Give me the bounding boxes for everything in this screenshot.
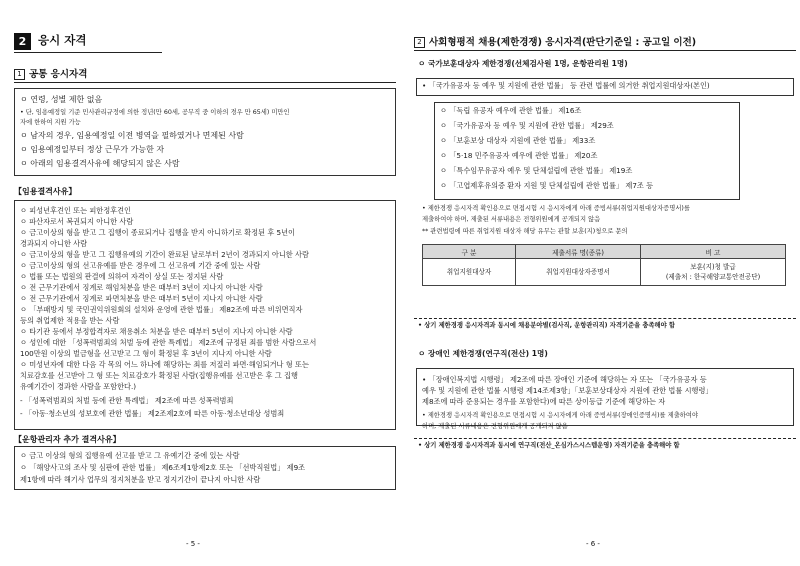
sub-number-box: 1: [14, 69, 25, 80]
list-item: 등의 취업제한 적용을 받는 사람: [20, 316, 120, 325]
law-item: ㅇ 「특수임무유공자 예우 및 단체설립에 관한 법률」 제19조: [440, 166, 633, 175]
section-divider: [414, 438, 796, 439]
disqualification-title: 【임용결격사유】: [14, 187, 77, 196]
section-title: 응시 자격: [38, 33, 87, 47]
list-item: ㅇ 금고이상의 형의 선고유예를 받은 경우에 그 선고유예 기간 중에 있는 사람: [20, 261, 261, 270]
list-item: 치료감호를 선고받아 그 형 또는 치료감호가 확정된 사람(집행유예를 선고받은 후 그 집행: [20, 371, 298, 380]
table-header-cell: 구 분: [423, 245, 516, 259]
list-item: ㅇ 미성년자에 대한 다음 각 목의 어느 하나에 해당하는 죄를 저질러 파면·해임되거나 형 또는: [20, 360, 309, 369]
list-item: - 「성폭력범죄의 처벌 등에 관한 특례법」 제2조에 따른 성폭력범죄: [20, 396, 234, 405]
list-item: ㅇ 금고이상의 형을 받고 그 집행유예의 기간이 완료된 날로부터 2년이 경과되지 아니한 사람: [20, 250, 309, 259]
note-line: • 제한경쟁 응시자격 확인용으로 면접시험 시 응시자에게 아래 증빙서류(취업지원대상자증명서)를: [422, 205, 690, 212]
list-item: ㅇ 금고이상의 형을 받고 그 집행이 종료되거나 집행을 받지 아니하기로 확정된 후 5년이: [20, 228, 296, 237]
list-item: 제1항에 따라 해기사 업무의 정지처분을 받고 정지기간이 끝나지 아니한 사람: [20, 475, 261, 484]
list-item: ㅇ 법률 또는 법원의 판결에 의하여 자격이 상실 또는 정지된 사람: [20, 272, 224, 281]
law-item: ㅇ 「국가유공자 등 예우 및 지원에 관한 법률」 제29조: [440, 121, 614, 130]
law-item: ㅇ 「고엽제후유의증 환자 지원 및 단체설립에 관한 법률」 제7조 등: [440, 181, 654, 190]
list-item: 100만원 이상의 벌금형을 선고받고 그 형이 확정된 후 3년이 지나지 아니한 사람: [20, 349, 272, 358]
disability-item: • 「장애인복지법 시행령」 제2조에 따른 장애인 기준에 해당하는 자 또는 「국가유공자 등: [422, 375, 707, 384]
heading-rule: [14, 82, 396, 83]
sub-number-box: 2: [414, 37, 425, 48]
table-cell: 취업지원대상자: [423, 259, 516, 286]
table-header-row: [423, 245, 786, 259]
page-6: [400, 0, 800, 566]
table-cell: [641, 259, 786, 286]
list-item: ㅇ 연령, 성별 제한 없음: [20, 95, 103, 104]
list-item: ㅇ 성인에 대한 「성폭력범죄의 처벌 등에 관한 특례법」 제2조에 규정된 죄를 범한 사람으로서: [20, 338, 317, 347]
list-item: ㅇ 「해양사고의 조사 및 심판에 관한 법률」 제6조제1항제2호 또는 「선박직원법」 제9조: [20, 463, 306, 472]
disability-note: 하며, 제출된 서류내용은 전형위원에게 공개되지 않음: [422, 423, 568, 430]
list-item: 유예기간이 경과한 사람을 포함한다.): [20, 382, 137, 391]
ship-disqualification-title: 【운항관리자 추가 결격사유】: [14, 435, 121, 444]
list-item: ㅇ 전 근무기관에서 징계로 파면처분을 받은 때부터 5년이 지나지 아니한 사람: [20, 294, 263, 303]
table-row: [423, 259, 786, 286]
list-item: 자에 한하여 지원 가능: [20, 119, 81, 126]
list-item: ㅇ 전 근무기관에서 징계로 해임처분을 받은 때부터 3년이 지나지 아니한 사람: [20, 283, 263, 292]
list-item: ㅇ 타기관 등에서 부정합격자로 채용취소 처분을 받은 때부터 5년이 지나지 아니한 사람: [20, 327, 293, 336]
list-item: ㅇ 파산자로서 복권되지 아니한 사람: [20, 217, 134, 226]
list-item: ㅇ 「부패방지 및 국민권익위원회의 설치와 운영에 관한 법률」 제82조에 따른 비위면직자: [20, 305, 303, 314]
section-divider: [414, 318, 796, 319]
list-item: 경과되지 아니한 사람: [20, 239, 88, 248]
list-item: ㅇ 금고 이상의 형의 집행유예 선고를 받고 그 유예기간 중에 있는 사람: [20, 451, 240, 460]
table-header-cell: 제출서류 명(종류): [516, 245, 641, 259]
veteran-note: • 「국가유공자 등 예우 및 지원에 관한 법률」 등 관련 법률에 의거한 취업지원대상자(본인): [422, 81, 710, 90]
veteran-heading: ㅇ 국가보훈대상자 제한경쟁(선체검사원 1명, 운항관리원 1명): [418, 59, 628, 68]
section-underline: [14, 52, 162, 53]
list-item: ㅇ 남자의 경우, 임용예정일 이전 병역을 필하였거나 면제된 사람: [20, 131, 244, 140]
list-item: ㅇ 피성년후견인 또는 피한정후견인: [20, 206, 132, 215]
common-qualification-heading: [14, 66, 87, 80]
remark-issuer: 보훈(지)청 발급: [690, 263, 736, 271]
list-item: - 「아동·청소년의 성보호에 관한 법률」 제2조제2호에 따른 아동·청소년대상 성범죄: [20, 409, 285, 418]
social-equity-heading: [414, 34, 696, 48]
section-number: 2: [14, 33, 31, 50]
disability-note: • 제한경쟁 응시자격 확인용으로 면접시험 시 응시자에게 아래 증빙서류(장애인증명서)를 제출하여야: [422, 412, 699, 419]
document-table: [422, 244, 786, 286]
law-item: ㅇ 「5·18 민주유공자 예우에 관한 법률」 제20조: [440, 151, 598, 160]
disability-item: 예우 및 지원에 관한 법률 시행령 제14조제3항」「보훈보상대상자 지원에 관한 법률 시행령」: [422, 386, 713, 395]
law-item: ㅇ 「보훈보상 대상자 지원에 관한 법률」 제33조: [440, 136, 596, 145]
disability-heading: ㅇ 장애인 제한경쟁(연구직(전산) 1명): [418, 349, 548, 358]
disability-item: 제8조에 따라 준용되는 경우를 포함한다)에 따른 상이등급 기준에 해당하는 자: [422, 397, 666, 406]
table-cell: 취업지원대상자증명서: [516, 259, 641, 286]
veteran-footer: • 상기 제한경쟁 응시자격과 동시에 채용분야별(검사직, 운항관리직) 자격기준을 충족해야 함: [418, 322, 675, 329]
list-item: ㅇ 임용예정일부터 정상 근무가 가능한 자: [20, 145, 165, 154]
common-qualification-title: 공통 응시자격: [29, 69, 88, 80]
list-item: • 단, 임용예정일 기준 민사관리규정에 의한 정년(만 60세, 공무직 중 이하의 경우 만 65세) 미만인: [20, 109, 290, 116]
page-number: - 6 -: [586, 540, 600, 548]
remark-destination: (제출처 : 한국해양교통안전공단): [665, 273, 761, 281]
social-equity-title: 사회형평적 채용(제한경쟁) 응시자격(판단기준일 : 공고일 이전): [429, 37, 697, 48]
section-header: [14, 31, 162, 53]
page-number: - 5 -: [186, 540, 200, 548]
law-item: ㅇ 「독립 유공자 예우에 관한 법률」 제16조: [440, 106, 582, 115]
note-line: 제출하여야 하며, 제출된 서류내용은 전형위원에게 공개되지 않음: [422, 216, 601, 223]
disability-footer: • 상기 제한경쟁 응시자격과 동시에 연구직(전산_온심가스시스템운영) 자격기준을 충족해야 함: [418, 442, 680, 449]
heading-rule: [414, 50, 796, 51]
table-header-cell: 비 고: [641, 245, 786, 259]
note-line: ** 관련법령에 따른 취업지원 대상자 해당 유무는 관할 보훈(지)청으로 문의: [422, 228, 628, 235]
list-item: ㅇ 아래의 임용결격사유에 해당되지 않은 사람: [20, 159, 180, 168]
